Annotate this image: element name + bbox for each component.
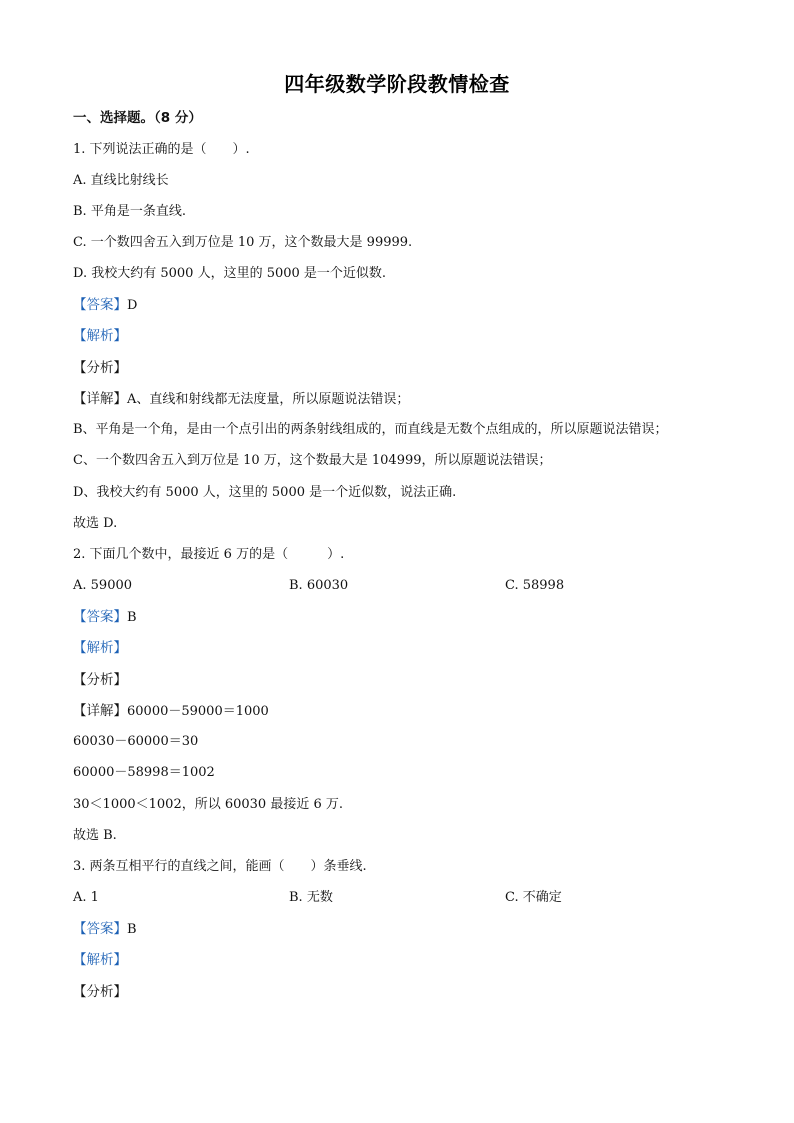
jiexi-tag: 【解析】 bbox=[73, 640, 127, 656]
q2-answer bbox=[73, 608, 137, 627]
q2-detail-line: 30＜1000＜1002，所以 60030 最接近 6 万. bbox=[73, 797, 343, 812]
detail-text: 60000－59000＝1000 bbox=[127, 704, 269, 719]
fenxi-tag: 【分析】 bbox=[73, 360, 127, 376]
answer-value: B bbox=[127, 610, 137, 625]
q2-option-c: C. 58998 bbox=[505, 578, 565, 593]
q1-detail-line: C、一个数四舍五入到万位是 10 万，这个数最大是 104999，所以原题说法错误； bbox=[73, 453, 552, 468]
jiexi-tag: 【解析】 bbox=[73, 328, 127, 344]
q3-answer bbox=[73, 920, 137, 939]
q1-conclusion: 故选 D. bbox=[73, 516, 118, 531]
q1-detail-line bbox=[73, 390, 409, 409]
question-2-stem: 2. 下面几个数中，最接近 6 万的是（ ）. bbox=[73, 547, 345, 562]
q2-detail-line: 60030－60000＝30 bbox=[73, 734, 199, 749]
q1-option-d: D. 我校大约有 5000 人，这里的 5000 是一个近似数. bbox=[73, 266, 387, 281]
answer-tag: 【答案】 bbox=[73, 609, 127, 625]
q1-option-a: A. 直线比射线长 bbox=[73, 173, 169, 188]
question-1-stem: 1. 下列说法正确的是（ ）. bbox=[73, 142, 250, 157]
answer-tag: 【答案】 bbox=[73, 297, 127, 313]
q1-detail-line: B、平角是一个角，是由一个点引出的两条射线组成的，而直线是无数个点组成的，所以原题说法错误； bbox=[73, 422, 668, 437]
answer-tag: 【答案】 bbox=[73, 921, 127, 937]
q3-jiexi bbox=[73, 951, 127, 970]
fenxi-tag: 【分析】 bbox=[73, 984, 127, 1000]
answer-value: B bbox=[127, 922, 137, 937]
q2-detail-line: 60000－58998＝1002 bbox=[73, 765, 215, 780]
answer-value: D bbox=[127, 298, 138, 313]
q2-detail-line bbox=[73, 702, 269, 721]
q2-fenxi bbox=[73, 671, 127, 690]
detail-tag: 【详解】 bbox=[73, 391, 127, 407]
q2-option-b: B. 60030 bbox=[289, 578, 349, 593]
section-heading: 一、选择题。（8 分） bbox=[73, 110, 202, 126]
detail-tag: 【详解】 bbox=[73, 703, 127, 719]
q1-jiexi bbox=[73, 327, 127, 346]
jiexi-tag: 【解析】 bbox=[73, 952, 127, 968]
q3-option-a: A. 1 bbox=[73, 890, 99, 905]
q3-option-c: C. 不确定 bbox=[505, 890, 562, 905]
q2-jiexi bbox=[73, 639, 127, 658]
page-title: 四年级数学阶段教情检查 bbox=[284, 72, 510, 96]
q1-option-b: B. 平角是一条直线. bbox=[73, 204, 186, 219]
q1-option-c: C. 一个数四舍五入到万位是 10 万，这个数最大是 99999. bbox=[73, 235, 413, 250]
q2-option-a: A. 59000 bbox=[73, 578, 133, 593]
q2-conclusion: 故选 B. bbox=[73, 828, 117, 843]
question-3-stem: 3. 两条互相平行的直线之间，能画（ ）条垂线. bbox=[73, 859, 367, 874]
q1-answer bbox=[73, 296, 137, 315]
q1-detail-line: D、我校大约有 5000 人，这里的 5000 是一个近似数，说法正确. bbox=[73, 485, 457, 500]
detail-text: A、直线和射线都无法度量，所以原题说法错误； bbox=[127, 392, 410, 407]
q1-fenxi bbox=[73, 359, 127, 378]
fenxi-tag: 【分析】 bbox=[73, 672, 127, 688]
q3-fenxi bbox=[73, 983, 127, 1002]
q3-option-b: B. 无数 bbox=[289, 890, 333, 905]
